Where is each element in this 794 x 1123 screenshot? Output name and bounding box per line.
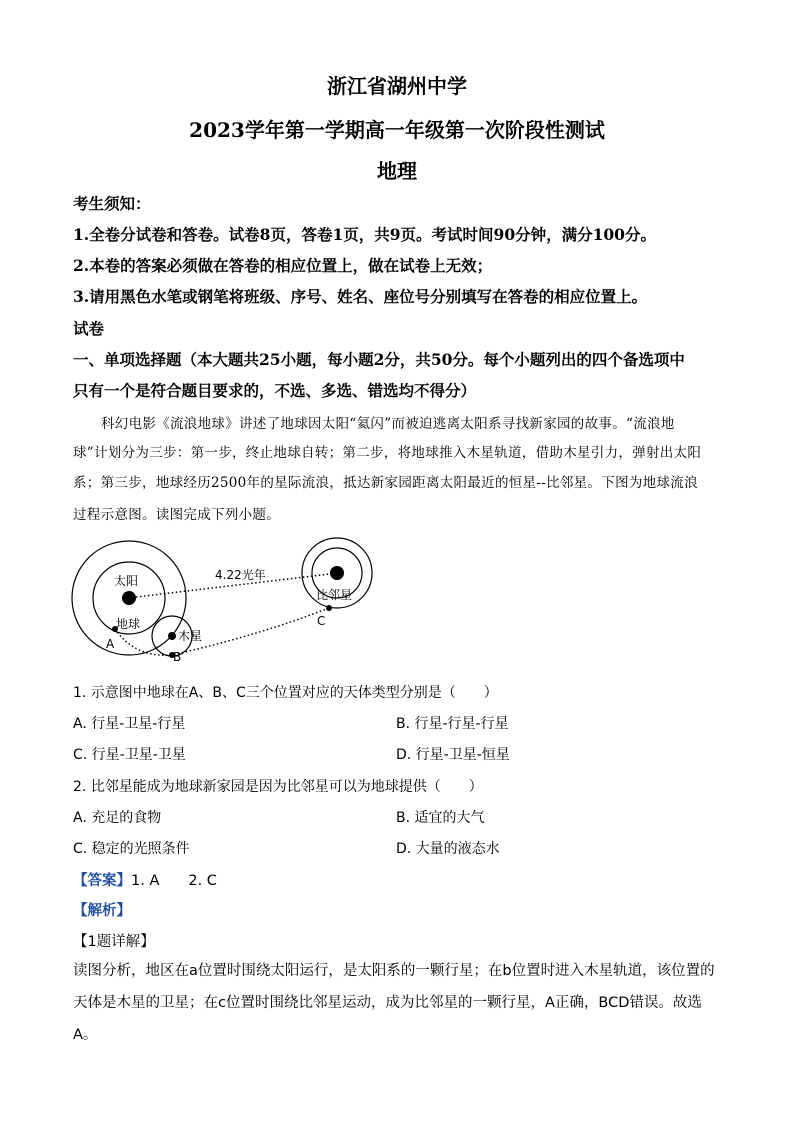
travel-path <box>115 608 329 655</box>
question-1-option-a: A. 行星-卫星-行星 <box>73 716 186 732</box>
section-label: 试卷 <box>73 319 105 338</box>
school-title: 浙江省湖州中学 <box>327 74 467 98</box>
answer-tag: 【答案】 <box>73 873 131 889</box>
question-1-stem: 1. 示意图中地球在A、B、C三个位置对应的天体类型分别是（ ） <box>73 685 498 701</box>
passage-line: 过程示意图。读图完成下列小题。 <box>73 507 280 523</box>
passage-line: 系；第三步，地球经历2500年的星际流浪，抵达新家园距离太阳最近的恒星--比邻星。下图为地球流浪 <box>73 475 698 491</box>
analysis-line <box>73 899 131 920</box>
notice-heading: 考生须知： <box>73 194 151 213</box>
notice-item: 1.全卷分试卷和答卷。试卷8页，答卷1页，共9页。考试时间90分钟，满分100分。 <box>73 225 656 244</box>
passage-line: 科幻电影《流浪地球》讲述了地球因太阳“氦闪”而被迫逃离太阳系寻找新家园的故事。“流浪地 <box>101 416 675 432</box>
proxima-label: 比邻星 <box>316 588 353 602</box>
question-2-option-b: B. 适宜的大气 <box>396 810 485 826</box>
notice-item: 3.请用黑色水笔或钢笔将班级、序号、姓名、座位号分别填写在答卷的相应位置上。 <box>73 287 648 306</box>
exam-title: 2023学年第一学期高一年级第一次阶段性测试 <box>189 118 605 142</box>
answer-text: 1. A 2. C <box>131 873 217 889</box>
subject-title: 地理 <box>377 159 417 183</box>
distance-label: 4.22光年 <box>215 568 266 582</box>
section-heading-line: 一、单项选择题（本大题共25小题，每小题2分，共50分。每个小题列出的四个备选项中 <box>73 350 685 369</box>
answer-line <box>73 869 217 890</box>
notice-item: 2.本卷的答案必须做在答卷的相应位置上，做在试卷上无效； <box>73 256 493 275</box>
sun-label: 太阳 <box>114 574 139 588</box>
question-2-option-a: A. 充足的食物 <box>73 810 162 826</box>
sun-dot <box>122 591 136 605</box>
point-c-marker <box>326 605 332 611</box>
detail-tag: 【1题详解】 <box>73 934 155 950</box>
question-2-option-c: C. 稳定的光照条件 <box>73 841 190 857</box>
point-b-label: B <box>173 650 182 664</box>
question-1-option-c: C. 行星-卫星-卫星 <box>73 747 186 763</box>
question-1-option-b: B. 行星-行星-行星 <box>396 716 509 732</box>
question-1-option-d: D. 行星-卫星-恒星 <box>396 747 510 763</box>
jupiter-label: 木星 <box>178 629 203 643</box>
jupiter-dot <box>168 632 176 640</box>
proxima-dot <box>330 566 344 580</box>
question-2-option-d: D. 大量的液态水 <box>396 841 500 857</box>
analysis-text: 读图分析，地区在a位置时围绕太阳运行，是太阳系的一颗行星；在b位置时进入木星轨道，该位置的天体是木星的卫星；在c位置时围绕比邻星运动，成为比邻星的一颗行星，A正确，BCD错误。故选A。 <box>73 963 715 1043</box>
earth-label: 地球 <box>116 617 141 631</box>
earth-migration-diagram <box>60 530 400 670</box>
point-a-label: A <box>106 637 115 651</box>
section-heading-line: 只有一个是符合题目要求的，不选、多选、错选均不得分） <box>73 381 477 400</box>
question-2-stem: 2. 比邻星能成为地球新家园是因为比邻星可以为地球提供（ ） <box>73 779 483 795</box>
point-c-label: C <box>317 614 326 628</box>
passage-line: 球”计划分为三步：第一步，终止地球自转；第二步，将地球推入木星轨道，借助木星引力，弹射出太阳 <box>73 445 702 461</box>
analysis-tag: 【解析】 <box>73 903 131 919</box>
